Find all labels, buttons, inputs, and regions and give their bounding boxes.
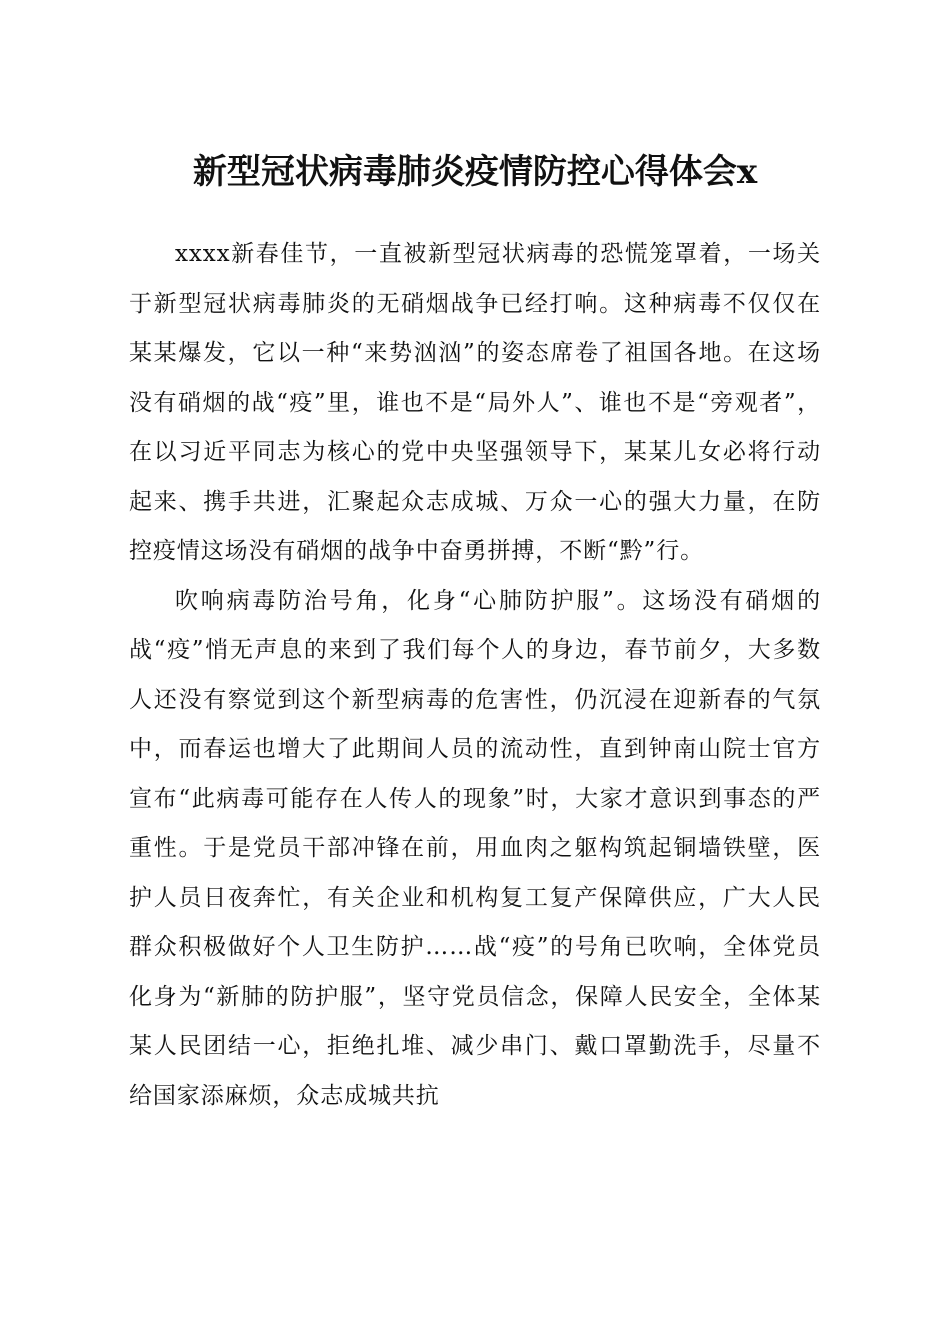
document-title: 新型冠状病毒肺炎疫情防控心得体会x — [192, 152, 758, 192]
document-body — [129, 230, 821, 1121]
paragraph-1: xxxx新春佳节，一直被新型冠状病毒的恐慌笼罩着，一场关于新型冠状病毒肺炎的无硝烟战争已经打响。这种病毒不仅仅在某某爆发，它以一种“来势汹汹”的姿态席卷了祖国各地。在这场没有硝烟的战“疫”里，谁也不是“局外人”、谁也不是“旁观者”，在以习近平同志为核心的党中央坚强领导下，某某儿女必将行动起来、携手共进，汇聚起众志成城、万众一心的强大力量，在防控疫情这场没有硝烟的战争中奋勇拼搏，不断“黔”行。 — [129, 241, 821, 564]
paragraph-2: 吹响病毒防治号角，化身“心肺防护服”。这场没有硝烟的战“疫”悄无声息的来到了我们每个人的身边，春节前夕，大多数人还没有察觉到这个新型病毒的危害性，仍沉浸在迎新春的气氛中，而春运也增大了此期间人员的流动性，直到钟南山院士官方宣布“此病毒可能存在人传人的现象”时，大家才意识到事态的严重性。于是党员干部冲锋在前，用血肉之躯构筑起铜墙铁壁，医护人员日夜奔忙，有关企业和机构复工复产保障供应，广大人民群众积极做好个人卫生防护……战“疫”的号角已吹响，全体党员化身为“新肺的防护服”，坚守党员信念，保障人民安全，全体某某人民团结一心，拒绝扎堆、减少串门、戴口罩勤洗手，尽量不给国家添麻烦，众志成城共抗 — [129, 587, 821, 1109]
